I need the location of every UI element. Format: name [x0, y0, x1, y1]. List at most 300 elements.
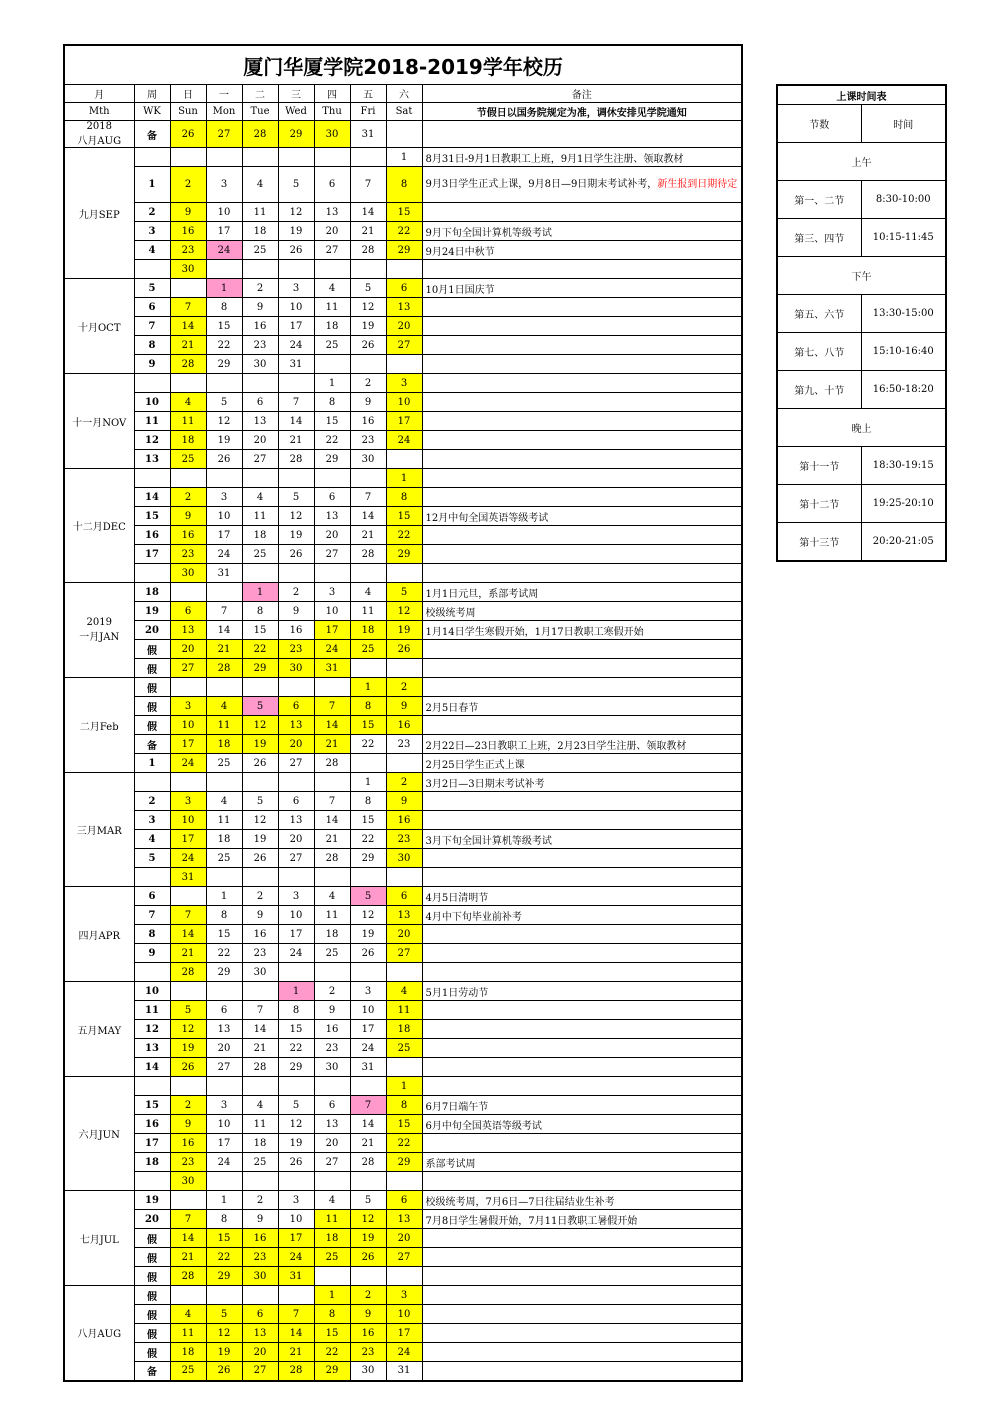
day-cell — [314, 1172, 350, 1191]
day-cell: 4 — [242, 167, 278, 203]
day-cell: 13 — [170, 621, 206, 640]
day-cell: 14 — [206, 621, 242, 640]
day-cell: 11 — [386, 1001, 422, 1020]
day-cell: 2 — [350, 374, 386, 393]
day-cell: 7 — [206, 602, 242, 621]
day-cell: 17 — [386, 1324, 422, 1343]
day-cell: 12 — [242, 811, 278, 830]
day-cell: 5 — [350, 279, 386, 298]
day-cell: 22 — [314, 1343, 350, 1362]
day-cell: 21 — [170, 336, 206, 355]
day-cell: 15 — [314, 1324, 350, 1343]
remark-cell — [422, 450, 742, 469]
day-cell: 19 — [206, 431, 242, 450]
remark-text: 4月中下旬毕业前补考 — [425, 911, 522, 923]
day-cell — [350, 963, 386, 982]
schedule-period: 第十一节 — [777, 447, 861, 485]
day-cell: 26 — [350, 336, 386, 355]
calendar-week-row — [64, 583, 742, 602]
day-cell: 7 — [314, 697, 350, 716]
schedule-time: 15:10-16:40 — [861, 333, 946, 371]
remark-cell — [422, 1362, 742, 1381]
month-label: 二月Feb — [64, 678, 134, 773]
remark-cell — [422, 640, 742, 659]
day-cell: 24 — [170, 849, 206, 868]
day-cell: 20 — [170, 640, 206, 659]
day-cell: 11 — [170, 412, 206, 431]
schedule-section-name: 下午 — [777, 257, 946, 295]
remark-cell — [422, 488, 742, 507]
schedule-title-row — [777, 85, 946, 105]
remark-cell — [422, 469, 742, 488]
day-cell — [242, 469, 278, 488]
day-cell — [350, 754, 386, 773]
week-number — [134, 1077, 170, 1096]
calendar-week-row — [64, 982, 742, 1001]
day-cell: 23 — [350, 1343, 386, 1362]
week-number: 5 — [134, 849, 170, 868]
day-cell: 21 — [206, 640, 242, 659]
day-cell: 8 — [350, 697, 386, 716]
day-cell — [242, 773, 278, 792]
day-cell: 2 — [278, 583, 314, 602]
remark-cell — [422, 716, 742, 735]
week-number: 8 — [134, 925, 170, 944]
day-cell: 18 — [242, 526, 278, 545]
calendar-week-row — [64, 317, 742, 336]
remark-cell — [422, 925, 742, 944]
day-cell — [314, 773, 350, 792]
remark-cell — [422, 564, 742, 583]
day-cell: 15 — [350, 716, 386, 735]
day-cell: 19 — [170, 1039, 206, 1058]
remark-cell — [422, 222, 742, 241]
day-cell: 26 — [206, 450, 242, 469]
month-label: 四月APR — [64, 887, 134, 982]
day-cell: 10 — [170, 811, 206, 830]
week-number: 假 — [134, 1248, 170, 1267]
day-cell — [314, 1267, 350, 1286]
calendar-week-row — [64, 1096, 742, 1115]
calendar-week-row — [64, 393, 742, 412]
day-cell: 10 — [278, 1210, 314, 1229]
calendar-week-row — [64, 1020, 742, 1039]
schedule-section-row — [777, 409, 946, 447]
week-number: 18 — [134, 583, 170, 602]
day-cell — [314, 868, 350, 887]
day-cell: 21 — [242, 1039, 278, 1058]
day-cell: 5 — [242, 697, 278, 716]
day-cell: 16 — [350, 412, 386, 431]
schedule-time: 10:15-11:45 — [861, 219, 946, 257]
day-cell: 16 — [386, 716, 422, 735]
day-cell: 18 — [206, 830, 242, 849]
day-cell: 7 — [170, 906, 206, 925]
calendar-week-row — [64, 545, 742, 564]
day-cell: 2 — [242, 887, 278, 906]
day-cell: 2 — [350, 1286, 386, 1305]
week-number: 假 — [134, 697, 170, 716]
day-cell: 8 — [314, 393, 350, 412]
remark-text: 9月24日中秋节 — [425, 246, 495, 258]
day-cell: 17 — [350, 1020, 386, 1039]
day-cell: 19 — [242, 735, 278, 754]
day-cell: 15 — [386, 507, 422, 526]
schedule-row — [777, 523, 946, 561]
day-cell: 17 — [278, 1229, 314, 1248]
day-cell: 29 — [278, 1058, 314, 1077]
day-cell: 14 — [170, 317, 206, 336]
day-cell: 28 — [314, 754, 350, 773]
day-cell: 12 — [206, 1324, 242, 1343]
remark-cell — [422, 849, 742, 868]
day-cell — [170, 279, 206, 298]
remark-cell — [422, 203, 742, 222]
day-cell: 25 — [242, 1153, 278, 1172]
remark-cell — [422, 279, 742, 298]
day-cell: 16 — [350, 1324, 386, 1343]
remark-cell — [422, 1191, 742, 1210]
week-number: 1 — [134, 167, 170, 203]
class-schedule-table — [776, 84, 947, 562]
remark-cell — [422, 393, 742, 412]
day-cell: 17 — [206, 526, 242, 545]
day-cell: 6 — [278, 792, 314, 811]
calendar-week-row — [64, 279, 742, 298]
schedule-section-row — [777, 143, 946, 181]
remark-text: 3月下旬全国计算机等级考试 — [425, 835, 552, 847]
calendar-week-row — [64, 1248, 742, 1267]
day-cell: 6 — [206, 1001, 242, 1020]
day-cell — [314, 963, 350, 982]
day-cell — [278, 773, 314, 792]
day-cell: 17 — [278, 925, 314, 944]
day-cell: 4 — [350, 583, 386, 602]
day-cell: 14 — [242, 1020, 278, 1039]
header-en-cell: Sat — [386, 103, 422, 121]
week-number: 14 — [134, 488, 170, 507]
day-cell: 20 — [386, 925, 422, 944]
calendar-week-row — [64, 241, 742, 260]
day-cell: 24 — [278, 1248, 314, 1267]
day-cell: 9 — [170, 203, 206, 222]
remark-cell — [422, 121, 742, 148]
remark-cell — [422, 241, 742, 260]
day-cell: 2 — [170, 1096, 206, 1115]
day-cell: 19 — [386, 621, 422, 640]
remark-cell — [422, 1267, 742, 1286]
day-cell — [278, 678, 314, 697]
day-cell: 27 — [206, 121, 242, 148]
day-cell: 10 — [314, 602, 350, 621]
day-cell — [206, 868, 242, 887]
remark-text: 6月中旬全国英语等级考试 — [425, 1120, 542, 1132]
day-cell: 11 — [242, 1115, 278, 1134]
remark-text: 2月25日学生正式上课 — [425, 759, 525, 771]
day-cell — [386, 355, 422, 374]
day-cell — [206, 1172, 242, 1191]
day-cell: 16 — [170, 526, 206, 545]
day-cell: 6 — [314, 167, 350, 203]
remark-cell — [422, 621, 742, 640]
week-number — [134, 963, 170, 982]
month-label: 九月SEP — [64, 148, 134, 279]
day-cell: 26 — [170, 1058, 206, 1077]
calendar-week-row — [64, 735, 742, 754]
day-cell: 14 — [350, 1115, 386, 1134]
day-cell — [386, 963, 422, 982]
day-cell: 31 — [170, 868, 206, 887]
day-cell — [314, 355, 350, 374]
remark-cell — [422, 1077, 742, 1096]
day-cell: 6 — [242, 1305, 278, 1324]
day-cell: 3 — [278, 887, 314, 906]
day-cell: 9 — [386, 792, 422, 811]
day-cell: 13 — [206, 1020, 242, 1039]
header-cn-cell: 月 — [64, 85, 134, 103]
day-cell: 9 — [242, 906, 278, 925]
month-label: 五月MAY — [64, 982, 134, 1077]
week-number: 13 — [134, 450, 170, 469]
day-cell: 19 — [350, 1229, 386, 1248]
day-cell: 9 — [350, 393, 386, 412]
day-cell: 18 — [386, 1020, 422, 1039]
calendar-week-row — [64, 1229, 742, 1248]
day-cell: 27 — [242, 450, 278, 469]
day-cell: 17 — [278, 317, 314, 336]
day-cell: 31 — [350, 1058, 386, 1077]
remark-text: 3月2日—3日期末考试补考 — [425, 778, 545, 790]
day-cell: 17 — [206, 1134, 242, 1153]
remark-cell — [422, 944, 742, 963]
calendar-week-row — [64, 203, 742, 222]
day-cell: 30 — [350, 450, 386, 469]
header-note: 节假日以国务院规定为准，调休安排见学院通知 — [422, 103, 742, 121]
day-cell: 8 — [206, 298, 242, 317]
day-cell — [350, 659, 386, 678]
calendar-week-row — [64, 792, 742, 811]
day-cell — [314, 148, 350, 167]
day-cell — [386, 754, 422, 773]
day-cell: 6 — [170, 602, 206, 621]
remark-cell — [422, 412, 742, 431]
header-row-en — [64, 103, 742, 121]
day-cell: 9 — [314, 1001, 350, 1020]
schedule-section-name: 上午 — [777, 143, 946, 181]
remark-cell — [422, 1153, 742, 1172]
week-number: 5 — [134, 279, 170, 298]
day-cell — [242, 868, 278, 887]
day-cell: 12 — [350, 298, 386, 317]
remark-cell — [422, 754, 742, 773]
week-number: 假 — [134, 1324, 170, 1343]
day-cell: 11 — [350, 602, 386, 621]
schedule-period: 第十三节 — [777, 523, 861, 561]
day-cell: 13 — [314, 1115, 350, 1134]
schedule-title: 上课时间表 — [777, 85, 946, 105]
day-cell: 24 — [386, 431, 422, 450]
day-cell: 29 — [350, 849, 386, 868]
day-cell: 24 — [278, 336, 314, 355]
day-cell — [386, 121, 422, 148]
day-cell: 2 — [242, 279, 278, 298]
day-cell: 8 — [386, 167, 422, 203]
month-label: 十月OCT — [64, 279, 134, 374]
day-cell: 19 — [242, 830, 278, 849]
day-cell — [314, 1077, 350, 1096]
week-number: 假 — [134, 1305, 170, 1324]
day-cell — [278, 148, 314, 167]
day-cell — [206, 260, 242, 279]
day-cell: 7 — [350, 1096, 386, 1115]
day-cell: 2 — [386, 678, 422, 697]
day-cell: 25 — [314, 944, 350, 963]
day-cell — [170, 374, 206, 393]
schedule-row — [777, 447, 946, 485]
day-cell: 25 — [350, 640, 386, 659]
day-cell: 20 — [314, 526, 350, 545]
day-cell: 24 — [278, 944, 314, 963]
day-cell: 28 — [242, 1058, 278, 1077]
day-cell: 12 — [242, 716, 278, 735]
week-number: 11 — [134, 412, 170, 431]
week-number: 假 — [134, 659, 170, 678]
day-cell: 1 — [386, 1077, 422, 1096]
day-cell: 14 — [170, 925, 206, 944]
schedule-period: 第五、六节 — [777, 295, 861, 333]
day-cell: 12 — [278, 507, 314, 526]
schedule-row — [777, 219, 946, 257]
remark-cell — [422, 1210, 742, 1229]
day-cell: 4 — [206, 697, 242, 716]
week-number: 14 — [134, 1058, 170, 1077]
week-number: 3 — [134, 222, 170, 241]
day-cell: 3 — [206, 167, 242, 203]
day-cell: 10 — [206, 507, 242, 526]
calendar-week-row — [64, 222, 742, 241]
day-cell: 8 — [206, 906, 242, 925]
day-cell: 29 — [386, 241, 422, 260]
remark-cell — [422, 526, 742, 545]
day-cell: 25 — [386, 1039, 422, 1058]
day-cell: 15 — [206, 925, 242, 944]
day-cell: 8 — [350, 792, 386, 811]
week-number: 19 — [134, 1191, 170, 1210]
day-cell: 23 — [242, 1248, 278, 1267]
week-number: 备 — [134, 121, 170, 148]
calendar-week-row — [64, 1305, 742, 1324]
day-cell: 13 — [278, 716, 314, 735]
calendar-week-row — [64, 1210, 742, 1229]
week-number: 9 — [134, 944, 170, 963]
day-cell — [242, 678, 278, 697]
day-cell: 13 — [386, 1210, 422, 1229]
day-cell: 6 — [278, 697, 314, 716]
day-cell — [386, 260, 422, 279]
remark-cell — [422, 1020, 742, 1039]
day-cell: 12 — [278, 1115, 314, 1134]
day-cell — [350, 1172, 386, 1191]
remark-text: 9月下旬全国计算机等级考试 — [425, 227, 552, 239]
day-cell: 14 — [350, 507, 386, 526]
day-cell: 28 — [350, 241, 386, 260]
header-en-cell: Tue — [242, 103, 278, 121]
day-cell — [350, 469, 386, 488]
day-cell: 25 — [206, 754, 242, 773]
day-cell: 30 — [170, 1172, 206, 1191]
schedule-section-row — [777, 257, 946, 295]
calendar-week-row — [64, 1039, 742, 1058]
remark-cell — [422, 317, 742, 336]
day-cell: 7 — [278, 1305, 314, 1324]
day-cell: 22 — [278, 1039, 314, 1058]
week-number: 3 — [134, 811, 170, 830]
day-cell: 24 — [206, 241, 242, 260]
remark-cell — [422, 583, 742, 602]
remark-cell — [422, 659, 742, 678]
day-cell: 13 — [386, 906, 422, 925]
month-label: 七月JUL — [64, 1191, 134, 1286]
week-number — [134, 260, 170, 279]
remark-cell — [422, 1115, 742, 1134]
day-cell: 22 — [206, 336, 242, 355]
remark-text: 6月7日端午节 — [425, 1101, 489, 1113]
day-cell: 3 — [386, 374, 422, 393]
day-cell — [350, 260, 386, 279]
title-row — [64, 45, 742, 85]
day-cell: 4 — [314, 1191, 350, 1210]
day-cell: 1 — [242, 583, 278, 602]
header-en-cell: WK — [134, 103, 170, 121]
schedule-row — [777, 333, 946, 371]
day-cell: 16 — [278, 621, 314, 640]
week-number: 10 — [134, 982, 170, 1001]
day-cell: 29 — [278, 121, 314, 148]
day-cell: 4 — [170, 1305, 206, 1324]
week-number: 6 — [134, 887, 170, 906]
day-cell: 1 — [350, 773, 386, 792]
day-cell: 4 — [242, 1096, 278, 1115]
day-cell: 31 — [206, 564, 242, 583]
calendar-week-row — [64, 431, 742, 450]
day-cell: 1 — [206, 1191, 242, 1210]
day-cell — [386, 1058, 422, 1077]
remark-text: 4月5日清明节 — [425, 892, 489, 904]
day-cell: 3 — [386, 1286, 422, 1305]
day-cell: 25 — [242, 545, 278, 564]
day-cell — [386, 1267, 422, 1286]
remark-text: 8月31日-9月1日教职工上班，9月1日学生注册、领取教材 — [425, 153, 684, 165]
day-cell: 15 — [314, 412, 350, 431]
schedule-time: 16:50-18:20 — [861, 371, 946, 409]
day-cell — [206, 982, 242, 1001]
day-cell — [206, 374, 242, 393]
day-cell: 3 — [170, 792, 206, 811]
calendar-week-row — [64, 1153, 742, 1172]
week-number: 1 — [134, 754, 170, 773]
calendar-week-row — [64, 1001, 742, 1020]
day-cell: 15 — [242, 621, 278, 640]
week-number: 备 — [134, 1362, 170, 1381]
day-cell — [278, 963, 314, 982]
calendar-week-row — [64, 773, 742, 792]
day-cell: 24 — [350, 1039, 386, 1058]
remark-cell — [422, 982, 742, 1001]
day-cell — [242, 1172, 278, 1191]
day-cell: 10 — [386, 393, 422, 412]
header-cn-cell: 五 — [350, 85, 386, 103]
day-cell — [242, 982, 278, 1001]
